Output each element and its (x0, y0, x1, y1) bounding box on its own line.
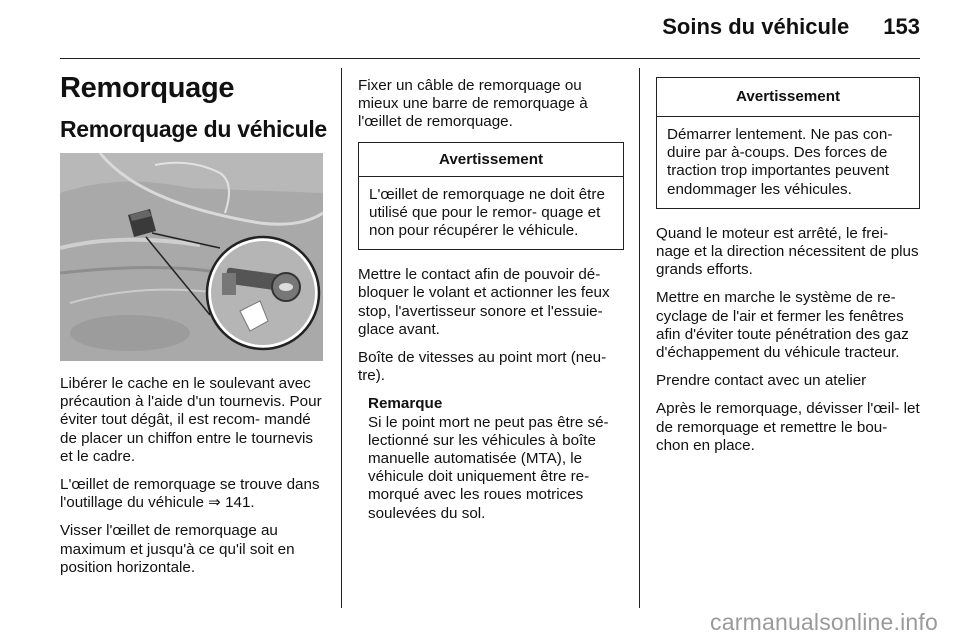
warning-title: Avertissement (657, 78, 919, 117)
warning-text: L'œillet de remorquage ne doit être utilisé que pour le remor- quage et non pour récupérer le véhicule. (369, 185, 605, 240)
warning-box (656, 77, 920, 209)
col2-paragraph: Mettre le contact afin de pouvoir dé- bloquer le volant et actionner les feux stop, l'avertisseur sonore et l'essuie- glace avant. (358, 266, 610, 338)
col2-intro: Fixer un câble de remorquage ou mieux une barre de remorquage à l'œillet de remorquage. (358, 77, 588, 131)
column-2 (358, 77, 624, 523)
note-title: Remarque (368, 395, 443, 413)
warning-text: Démarrer lentement. Ne pas con- duire par à-coups. Des forces de traction trop importantes peuvent endommager les véhicules. (667, 126, 893, 198)
section-subtitle: Remorquage du véhicule (60, 116, 327, 142)
col1-paragraph: Visser l'œillet de remorquage au maximum et jusqu'à ce qu'il soit en position horizontale. (60, 522, 295, 576)
warning-box (358, 142, 624, 251)
col2-paragraph: Boîte de vitesses au point mort (neu- tre). (358, 349, 607, 385)
warning-title: Avertissement (359, 143, 623, 177)
col3-paragraph: Prendre contact avec un atelier (656, 372, 867, 390)
header-rule (60, 58, 920, 59)
note-text: Si le point mort ne peut pas être sé- lectionné sur les véhicules à boîte manuelle automatisée (MTA), le véhicule doit uniquement être re- morqué avec les roues motrices soulevées du sol. (368, 413, 609, 522)
column-divider-2 (639, 68, 640, 608)
col3-paragraph: Mettre en marche le système de re- cyclage de l'air et fermer les fenêtres afin d'éviter toute pénétration des gaz d'échappement du véhicule tracteur. (656, 289, 909, 362)
col3-paragraph: Quand le moteur est arrêté, le frei- nage et la direction nécessitent de plus grands efforts. (656, 224, 919, 279)
col1-paragraph: Libérer le cache en le soulevant avec précaution à l'aide d'un tournevis. Pour éviter tout dégât, il est recom- mandé de placer un chiffon entre le tournevis et le cadre. (60, 375, 322, 465)
note-box (358, 395, 624, 522)
page-header (662, 14, 920, 46)
header-title: Soins du véhicule (662, 14, 850, 39)
column-1 (60, 375, 326, 587)
page-number: 153 (883, 14, 920, 39)
column-3 (656, 77, 920, 465)
section-title: Remorquage (60, 72, 235, 104)
watermark: carmanualsonline.info (710, 609, 938, 635)
col3-paragraph: Après le remorquage, dévisser l'œil- let de remorquage et remettre le bou- chon en place. (656, 400, 920, 454)
column-divider-1 (341, 68, 342, 608)
towing-eye-illustration (60, 153, 323, 361)
col1-paragraph: L'œillet de remorquage se trouve dans l'outillage du véhicule ⇒ 141. (60, 476, 320, 512)
